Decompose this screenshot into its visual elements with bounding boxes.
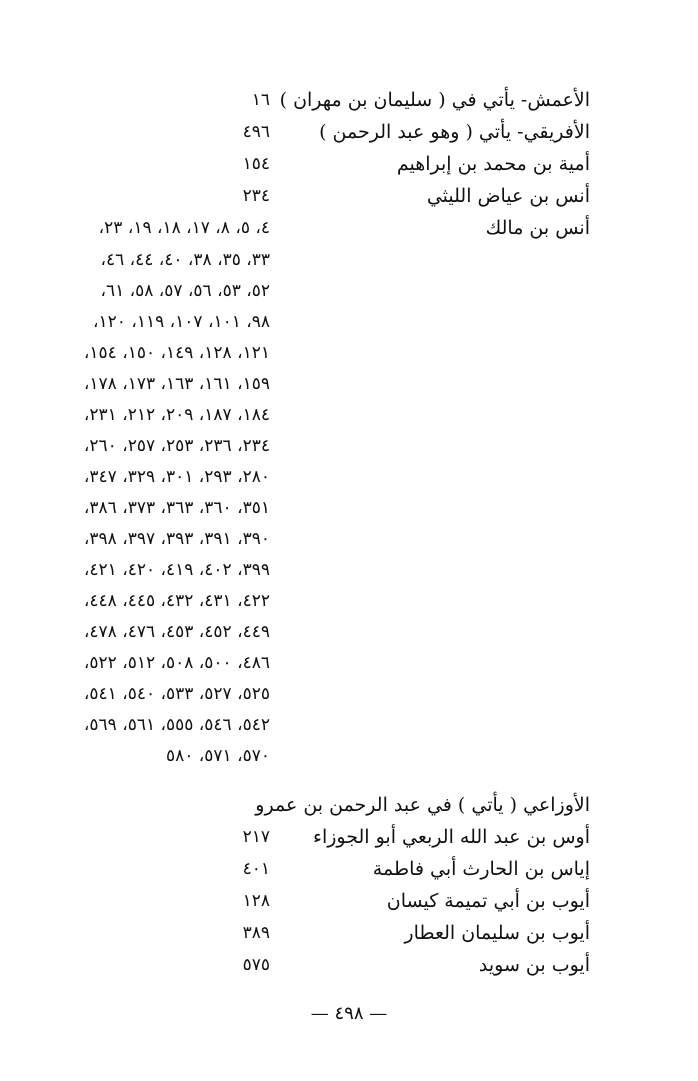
entry-pages: ٣٣، ٣٥، ٣٨، ٤٠، ٤٤، ٤٦، [100,250,270,270]
index-entry [0,84,698,116]
entry-name: أنس بن عياض الليثي [426,185,590,207]
page-number: — ٤٩٨ — [310,1003,388,1024]
pages-continuation-line [0,461,698,492]
entry-pages: ١٥٩، ١٦١، ١٦٣، ١٧٣، ١٧٨، [83,374,270,394]
pages-continuation-line [0,740,698,771]
pages-continuation-line [0,368,698,399]
pages-continuation-line [0,399,698,430]
entry-name: إياس بن الحارث أبي فاطمة [372,858,590,880]
pages-continuation-line [0,492,698,523]
pages-continuation-line [0,337,698,368]
index-entry [0,148,698,180]
pages-continuation-line [0,306,698,337]
pages-continuation-line [0,709,698,740]
entry-pages: ٤٤٩، ٤٥٢، ٤٥٣، ٤٧٦، ٤٧٨، [83,622,270,642]
entry-pages: ٣٩٠، ٣٩١، ٣٩٣، ٣٩٧، ٣٩٨، [83,529,270,549]
entry-name: أمية بن محمد بن إبراهيم [396,153,590,175]
entry-pages: ٥٧٠، ٥٧١، ٥٨٠ [166,746,270,766]
pages-continuation-line [0,554,698,585]
entry-pages: ٤٠١ [242,859,270,879]
pages-continuation-line [0,616,698,647]
pages-continuation-line [0,678,698,709]
pages-continuation-line [0,585,698,616]
entry-pages: ٣٩٩، ٤٠٢، ٤١٩، ٤٢٠، ٤٢١، [83,560,270,580]
entry-pages: ٢٨٠، ٢٩٣، ٣٠١، ٣٢٩، ٣٤٧، [83,467,270,487]
entry-pages: ٥٤٢، ٥٤٦، ٥٥٥، ٥٦١، ٥٦٩، [83,715,270,735]
index-entry [0,949,698,981]
entry-pages: ٥٧٥ [242,955,270,975]
index-entry [0,853,698,885]
entry-pages: ٤٨٦، ٥٠٠، ٥٠٨، ٥١٢، ٥٢٢، [83,653,270,673]
entry-pages: ٤، ٥، ٨، ١٧، ١٨، ١٩، ٢٣، [98,218,270,238]
entry-pages: ٣٥١، ٣٦٠، ٣٦٣، ٣٧٣، ٣٨٦، [83,498,270,518]
entry-pages: ٢٣٤ [242,186,270,206]
entry-pages: ١٢١، ١٢٨، ١٤٩، ١٥٠، ١٥٤، [83,343,270,363]
entry-name: الأعمش- يأتي في ( سليمان بن مهران ) [279,89,590,111]
entry-name: الأفريقي- يأتي ( وهو عبد الرحمن ) [319,121,590,143]
entry-pages: ٥٢٥، ٥٢٧، ٥٣٣، ٥٤٠، ٥٤١، [83,684,270,704]
entry-pages: ١٦ [251,90,270,110]
entry-pages: ٤٢٢، ٤٣١، ٤٣٢، ٤٤٥، ٤٤٨، [83,591,270,611]
entry-name: أيوب بن سليمان العطار [404,922,590,944]
entry-pages: ١٨٤، ١٨٧، ٢٠٩، ٢١٢، ٢٣١، [83,405,270,425]
entry-pages: ٥٢، ٥٣، ٥٦، ٥٧، ٥٨، ٦١، [100,281,270,301]
entry-name: أنس بن مالك [485,217,590,239]
index-entry [0,885,698,917]
entry-pages: ٣٨٩ [242,923,270,943]
pages-continuation-line [0,523,698,554]
index-entry [0,789,698,821]
index-entry [0,917,698,949]
entry-name: أيوب بن سويد [478,954,590,976]
pages-continuation-line [0,244,698,275]
index-entry [0,212,698,244]
entry-name: أيوب بن أبي تميمة كيسان [386,890,590,912]
entry-pages: ٢١٧ [242,827,270,847]
entry-pages: ٩٨، ١٠١، ١٠٧، ١١٩، ١٢٠، [93,312,270,332]
pages-continuation-line [0,647,698,678]
pages-continuation-line [0,430,698,461]
entry-pages: ٢٣٤، ٢٣٦، ٢٥٣، ٢٥٧، ٢٦٠، [83,436,270,456]
pages-continuation-line [0,275,698,306]
entry-pages: ١٥٤ [242,154,270,174]
entry-name: أوس بن عبد الله الربعي أبو الجوزاء [313,826,590,848]
index-entry [0,180,698,212]
entry-pages: ٤٩٦ [242,122,270,142]
index-entry [0,821,698,853]
entry-pages: ١٢٨ [242,891,270,911]
index-entry [0,116,698,148]
entry-name: الأوزاعي ( يأتي ) في عبد الرحمن بن عمرو [255,794,590,816]
